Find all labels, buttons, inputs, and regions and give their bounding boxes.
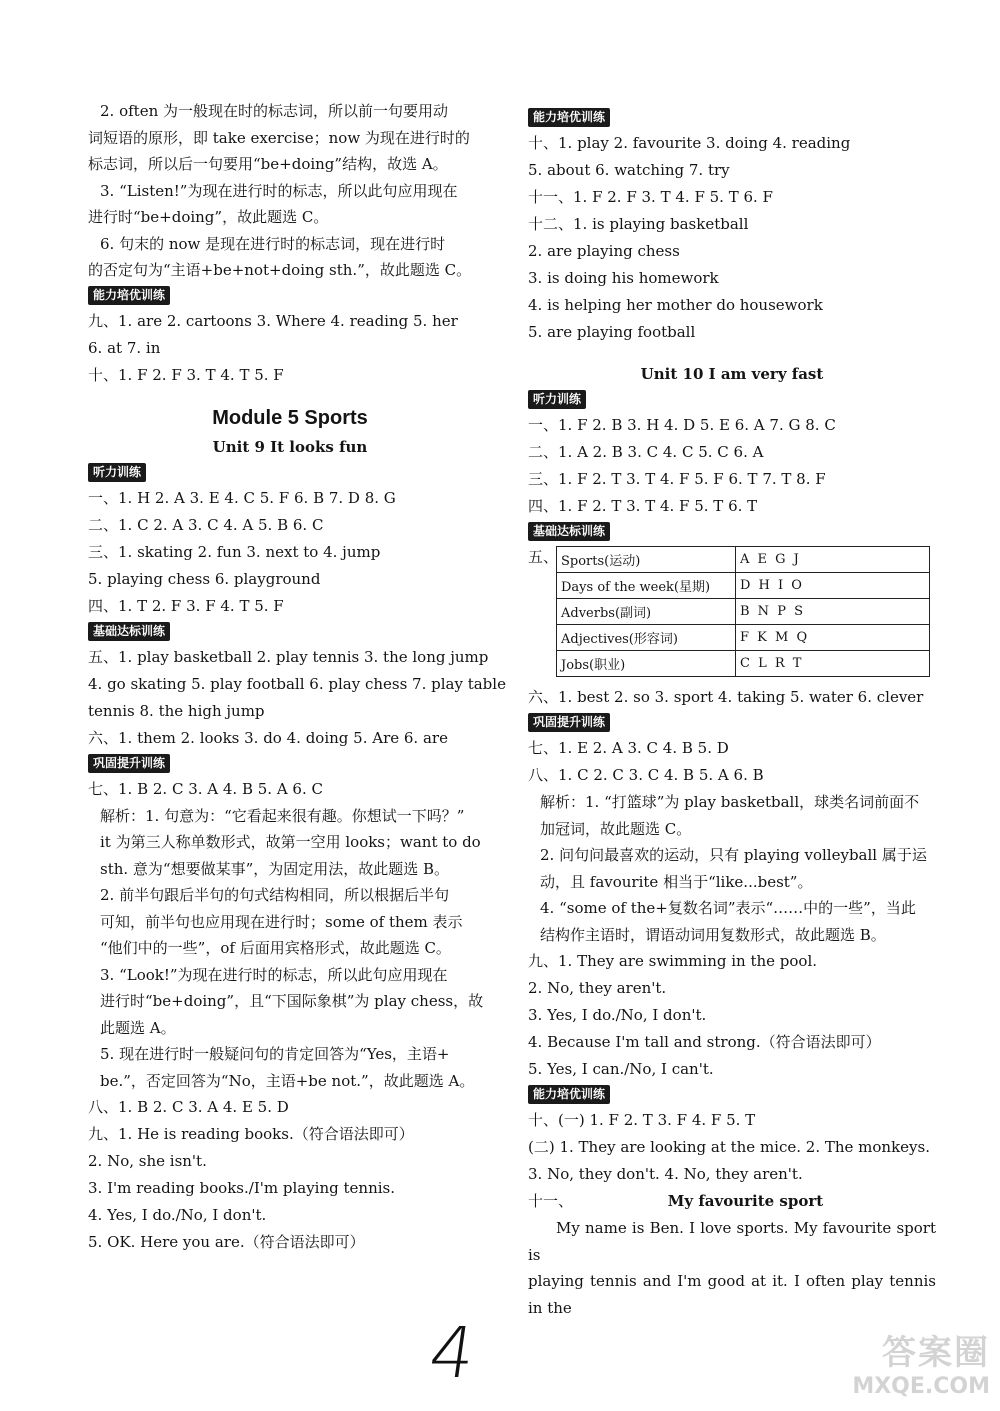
essay-text: My name is Ben. I love sports. My favourite sport is playing tennis and I'm good at it. I often play tennis in the [528, 1219, 936, 1317]
explanation-6: 6. 句末的 now 是现在进行时的标志词，现在进行时 的否定句为“主语+be+not+doing sth.”，故此题选 C。 [88, 234, 472, 279]
answer-line: 2. are playing chess [528, 242, 680, 260]
explanation-block: 解析：1. 句意为：“它看起来很有趣。你想试一下吗？” it 为第三人称单数形式，故第一空用 looks；want to do sth. 意为“想要做某事”，为固定用法，故此题选 B。 2. 前半句跟后半句的句式结构相同，所以根据后半句 可知，前半句也应用现在进行时；some of them 表示 “他们中的一些”，of 后面用宾格形式，故此题选 C。 3. “Look!”为现在进行时的标志，所以此句应用现在 进行时“be+doing”，且“下国际象棋”为 play chess，故 此题选 A。 5. 现在进行时一般疑问句的肯定回答为“Yes，主语+ be.”，否定回答为“No，主语+be not.”，故此题选 A。 [100, 806, 484, 1090]
table-row: Adverbs(副词) B N P S [557, 599, 930, 625]
answer-line: 十一、1. F 2. F 3. T 4. F 5. T 6. F [528, 188, 773, 206]
answer-line: 六、1. them 2. looks 3. do 4. doing 5. Are 6. are [88, 728, 448, 747]
section-tag: 巩固提升训练 [528, 713, 610, 732]
answer-line: 4. Because I'm tall and strong.（符合语法即可） [528, 1033, 881, 1051]
section-tag: 能力培优训练 [88, 286, 170, 305]
answer-line: 4. go skating 5. play football 6. play chess 7. play table [88, 674, 506, 693]
section-tag: 听力训练 [528, 390, 586, 409]
answer-line: 八、1. C 2. C 3. C 4. B 5. A 6. B [528, 766, 764, 784]
page-number: 4 [424, 1312, 481, 1394]
unit-title: Unit 9 It looks fun [212, 437, 368, 456]
answer-line: 九、1. are 2. cartoons 3. Where 4. reading 5. her [88, 311, 458, 330]
essay-title: My favourite sport [667, 1192, 824, 1210]
section-tag: 能力培优训练 [528, 1085, 610, 1104]
answer-line: 六、1. best 2. so 3. sport 4. taking 5. water 6. clever [528, 688, 924, 706]
answer-line: 4. is helping her mother do housework [528, 296, 823, 314]
answer-line: 5. Yes, I can./No, I can't. [528, 1060, 714, 1078]
section-tag: 基础达标训练 [528, 522, 610, 541]
answer-line: tennis 8. the high jump [88, 701, 265, 720]
right-column [528, 106, 936, 1321]
answer-line: 十、1. F 2. F 3. T 4. T 5. F [88, 365, 284, 384]
answer-line: 五、1. play basketball 2. play tennis 3. the long jump [88, 647, 489, 666]
section-tag: 巩固提升训练 [88, 754, 170, 773]
answer-line: 八、1. B 2. C 3. A 4. E 5. D [88, 1098, 289, 1116]
answer-line: 三、1. F 2. T 3. T 4. F 5. F 6. T 7. T 8. F [528, 470, 826, 488]
answer-line: 5. OK. Here you are.（符合语法即可） [88, 1233, 365, 1251]
answer-line: 3. Yes, I do./No, I don't. [528, 1006, 707, 1024]
answer-line: 2. No, they aren't. [528, 979, 667, 997]
answer-line: 5. playing chess 6. playground [88, 569, 321, 588]
answer-line: 3. I'm reading books./I'm playing tennis. [88, 1179, 395, 1197]
answer-line: 十、1. play 2. favourite 3. doing 4. reading [528, 134, 851, 152]
answer-line: 3. No, they don't. 4. No, they aren't. [528, 1165, 803, 1183]
section-number: 十一、 [528, 1192, 574, 1210]
answer-line: 5. are playing football [528, 323, 696, 341]
answer-line: 七、1. E 2. A 3. C 4. B 5. D [528, 739, 729, 757]
watermark-url: MXQE.COM [852, 1374, 990, 1399]
unit-title: Unit 10 I am very fast [640, 365, 824, 383]
answer-line: 一、1. F 2. B 3. H 4. D 5. E 6. A 7. G 8. C [528, 416, 836, 434]
answer-line: 九、1. He is reading books.（符合语法即可） [88, 1125, 414, 1143]
answer-line: 四、1. F 2. T 3. T 4. F 5. T 6. T [528, 497, 758, 515]
answer-line: 三、1. skating 2. fun 3. next to 4. jump [88, 542, 381, 561]
section-tag: 基础达标训练 [88, 622, 170, 641]
watermark-logo: 答案圈 [882, 1333, 990, 1373]
answer-line: 四、1. T 2. F 3. F 4. T 5. F [88, 596, 284, 615]
table-row: Jobs(职业) C L R T [557, 651, 930, 677]
answer-line: 一、1. H 2. A 3. E 4. C 5. F 6. B 7. D 8. G [88, 488, 396, 507]
explanation-3: 3. “Listen!”为现在进行时的标志，所以此句应用现在 进行时“be+doing”，故此题选 C。 [88, 181, 458, 226]
answer-line: 5. about 6. watching 7. try [528, 161, 730, 179]
explanation-block: 解析：1. “打篮球”为 play basketball，球类名词前面不 加冠词，故此题选 C。 2. 问句问最喜欢的运动，只有 playing volleyball 属于运 动，且 favourite 相当于“like...best”。 4. “some of the+复数名词”表示“……中的一些”，当此 结构作主语时，谓语动词用复数形式，故此题选 B。 [540, 793, 927, 944]
section-tag: 能力培优训练 [528, 108, 610, 127]
module-title: Module 5 Sports [212, 406, 368, 429]
answer-line: 九、1. They are swimming in the pool. [528, 952, 818, 970]
answer-line: 十二、1. is playing basketball [528, 215, 749, 233]
explanation-2: 2. often 为一般现在时的标志词，所以前一句要用动 词短语的原形，即 take exercise；now 为现在进行时的 标志词，所以后一句要用“be+doing”结构，故选 A。 [88, 102, 470, 173]
table-row: Sports(运动) A E G J [557, 547, 930, 573]
answer-line: (二) 1. They are looking at the mice. 2. The monkeys. [528, 1138, 930, 1156]
classification-table-block [528, 544, 936, 684]
answer-line: 十、(一) 1. F 2. T 3. F 4. F 5. T [528, 1111, 756, 1129]
answer-line: 3. is doing his homework [528, 269, 719, 287]
section-number: 五、 [528, 548, 559, 566]
classification-table [556, 546, 930, 677]
essay-heading-line [528, 1188, 936, 1215]
table-row: Days of the week(星期) D H I O [557, 573, 930, 599]
answer-line: 2. No, she isn't. [88, 1152, 207, 1170]
answer-line: 七、1. B 2. C 3. A 4. B 5. A 6. C [88, 779, 323, 798]
section-tag: 听力训练 [88, 463, 146, 482]
answer-line: 4. Yes, I do./No, I don't. [88, 1206, 267, 1224]
table-row: Adjectives(形容词) F K M Q [557, 625, 930, 651]
left-column [88, 98, 506, 1256]
watermark [852, 1325, 990, 1399]
answer-line: 二、1. C 2. A 3. C 4. A 5. B 6. C [88, 515, 324, 534]
answer-line: 6. at 7. in [88, 338, 161, 357]
answer-line: 二、1. A 2. B 3. C 4. C 5. C 6. A [528, 443, 764, 461]
